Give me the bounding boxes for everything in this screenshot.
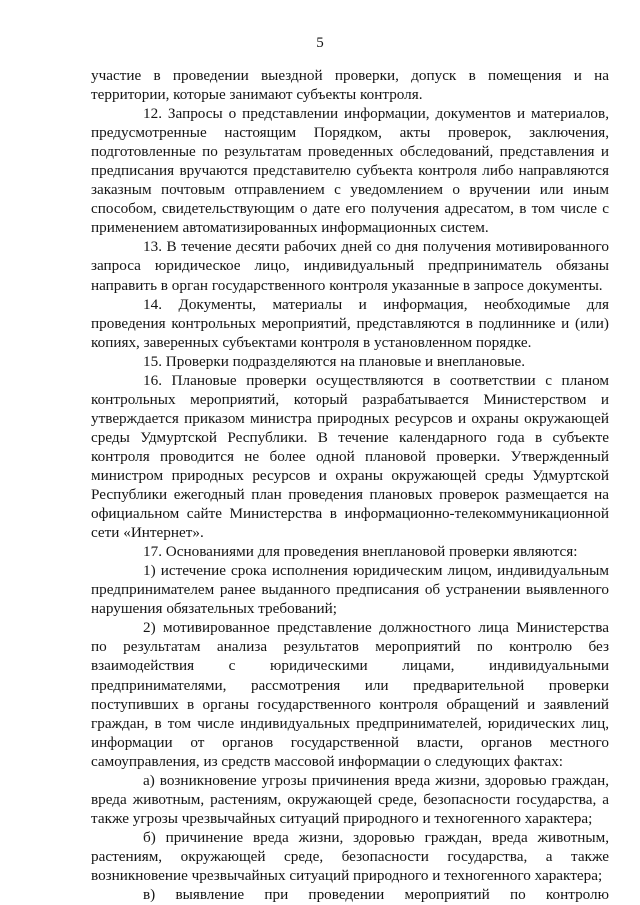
paragraph-13: 13. В течение десяти рабочих дней со дня получения мотивированного запроса юридическое лицо, индивидуальный предприниматель обязаны направить в орган государственного контроля указанные в запросе документы. [91,238,609,294]
paragraph-17: 17. Основаниями для проведения внеплановой проверки являются: [143,543,578,561]
document-body [91,66,609,904]
paragraph-15: 15. Проверки подразделяются на плановые и внеплановые. [143,352,526,370]
paragraph-17-item-2a: а) возникновение угрозы причинения вреда жизни, здоровью граждан, вреда животным, растениям, окружающей среде, безопасности государства, а также угрозы чрезвычайных ситуаций природного и техногенного характера; [91,771,609,827]
paragraph-17-item-2: 2) мотивированное представление должностного лица Министерства по результатам анализа результатов мероприятий по контролю без взаимодействия с юридическими лицами, индивидуальными предпринимателями, рассмотрения или предварительной проверки поступивших в органы государственного контроля обращений и заявлений граждан, в том числе индивидуальных предпринимателей, юридических лиц, информации от органов государственной власти, органов местного самоуправления, из средств массовой информации о следующих фактах: [91,619,609,770]
paragraph-17-item-2v: в) выявление при проведении мероприятий по контролю [143,886,609,904]
paragraph-17-item-1: 1) истечение срока исполнения юридическим лицом, индивидуальным предпринимателем ранее выданного предписания об устранении выявленного нарушения обязательных требований; [91,562,609,618]
paragraph-17-item-2b: б) причинение вреда жизни, здоровью граждан, вреда животным, растениям, окружающей среде, безопасности государства, а также возникновение чрезвычайных ситуаций природного и техногенного характера; [91,828,609,884]
paragraph-continuation: участие в проведении выездной проверки, допуск в помещения и на территории, которые занимают субъекты контроля. [91,67,609,104]
paragraph-16: 16. Плановые проверки осуществляются в соответствии с планом контрольных мероприятий, который разрабатывается Министерством и утверждается приказом министра природных ресурсов и охраны окружающей среды Удмуртской Республики. В течение календарного года в субъекте контроля проводится не более одной плановой проверки. Утвержденный министром природных ресурсов и охраны окружающей среды Удмуртской Республики ежегодный план проведения плановых проверок размещается на официальном сайте Министерства в информационно-телекоммуникационной сети «Интернет». [91,371,609,542]
paragraph-14: 14. Документы, материалы и информация, необходимые для проведения контрольных мероприятий, представляются в подлиннике и (или) копиях, заверенных субъектами контроля в установленном порядке. [91,295,609,351]
paragraph-12: 12. Запросы о представлении информации, документов и материалов, предусмотренные настоящим Порядком, акты проверок, заключения, подготовленные по результатам проведенных обследований, представления и предписания вручаются представителю субъекта контроля либо направляются заказным почтовым отправлением с уведомлением о вручении или иным способом, свидетельствующим о дате его получения адресатом, в том числе с применением автоматизированных информационных систем. [91,105,609,237]
page-number: 5 [316,35,324,51]
